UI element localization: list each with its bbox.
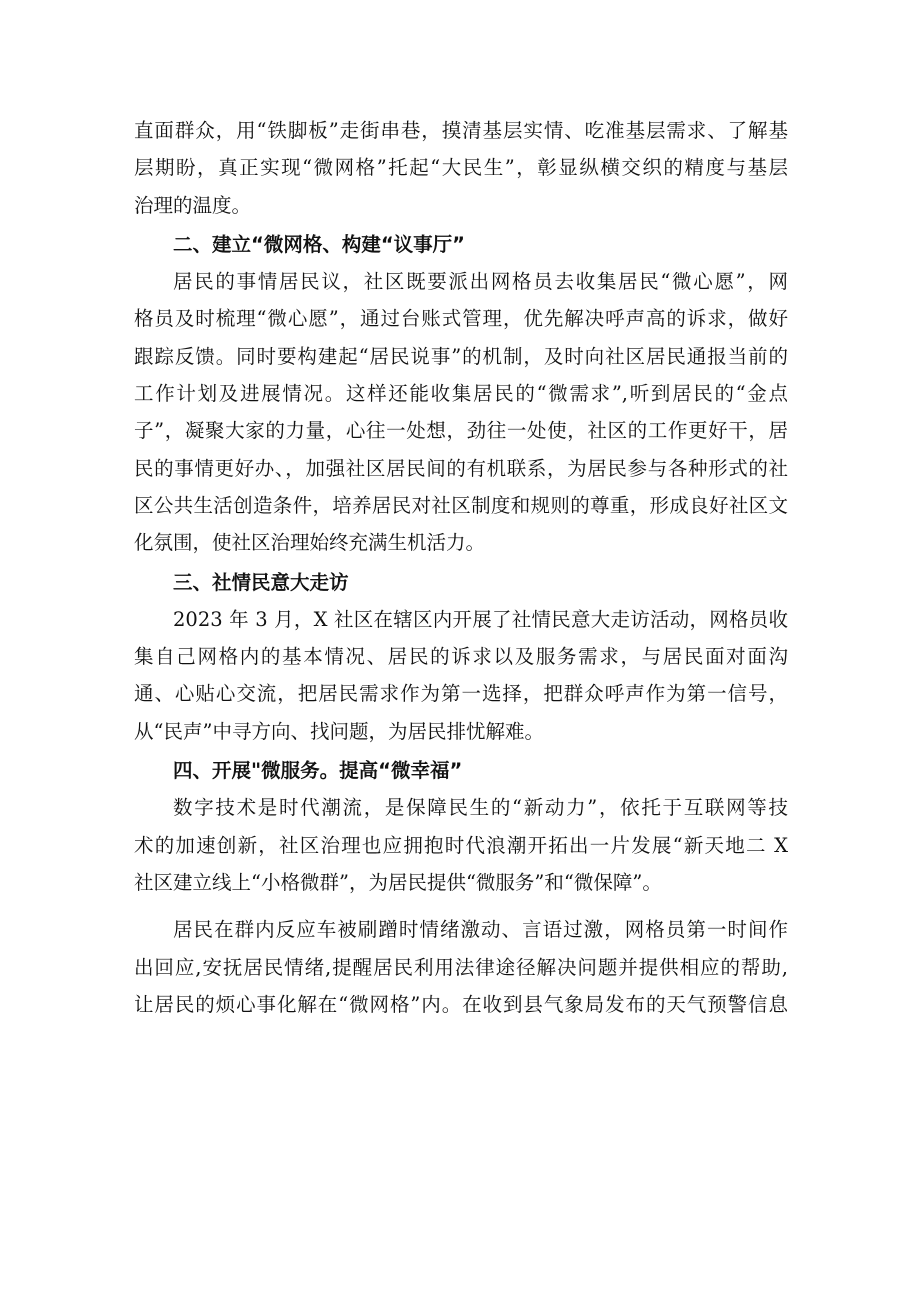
text-line: 居民的事情居民议，社区既要派出网格员去收集居民“微心愿”，网 — [173, 270, 788, 294]
text-line: 区公共生活创造条件，培养居民对社区制度和规则的尊重，形成良好社区文 — [134, 493, 788, 517]
paragraph-1 — [134, 112, 788, 224]
text-line: 社区建立线上“小格微群”，为居民提供“微服务”和“微保障”。 — [134, 870, 662, 894]
text-line: 直面群众，用“铁脚板”走街串巷，摸清基层实情、吃准基层需求、了解基 — [134, 119, 788, 142]
text-line: 术的加速创新，社区治理也应拥抱时代浪潮开拓出一片发展“新天地二 X — [134, 833, 788, 857]
text-line: 治理的温度。 — [134, 193, 252, 217]
text-line: 通、心贴心交流，把居民需求作为第一选择，把群众呼声作为第一信号， — [134, 682, 788, 706]
text-line: 让居民的烦心事化解在“微网格”内。在收到县气象局发布的天气预警信息 — [134, 992, 788, 1016]
heading-text: 四、开展"微服务。提高“微幸福” — [173, 759, 463, 783]
section-heading-4 — [134, 752, 788, 789]
paragraph-2 — [134, 263, 788, 561]
heading-text: 二、建立“微网格、构建“议事厅” — [173, 232, 465, 256]
text-line: 居民在群内反应车被刷蹭时情绪激动、言语过激，网格员第一时间作 — [173, 918, 788, 942]
paragraph-3 — [134, 601, 788, 750]
text-line: 2023 年 3 月，X 社区在辖区内开展了社情民意大走访活动，网格员收 — [173, 607, 788, 631]
text-line: 集自己网格内的基本情况、居民的诉求以及服务需求，与居民面对面沟 — [134, 645, 788, 669]
text-line: 工作计划及进展情况。这样还能收集居民的“微需求”,听到居民的“金点 — [134, 382, 788, 406]
heading-text: 三、社情民意大走访 — [173, 570, 349, 594]
text-line: 从“民声”中寻方向、找问题，为居民排忧解难。 — [134, 719, 544, 743]
section-heading-3 — [134, 564, 788, 601]
section-heading-2 — [134, 226, 788, 263]
text-line: 出回应,安抚居民情绪,提醒居民利用法律途径解决问题并提供相应的帮助, — [134, 955, 788, 979]
text-line: 跟踪反馈。同时要构建起“居民说事”的机制，及时向社区居民通报当前的 — [134, 344, 788, 368]
text-line: 化氛围，使社区治理始终充满生机活力。 — [134, 531, 486, 555]
document-page — [134, 112, 788, 1023]
text-line: 层期盼，真正实现“微网格”托起“大民生”，彰显纵横交织的精度与基层 — [134, 156, 788, 180]
text-line: 数字技术是时代潮流，是保障民生的“新动力”，依托于互联网等技 — [173, 796, 788, 820]
paragraph-5 — [134, 911, 788, 1023]
paragraph-4 — [134, 789, 788, 901]
text-line: 民的事情更好办、，加强社区居民间的有机联系，为居民参与各种形式的社 — [134, 456, 788, 480]
text-line: 子”，凝聚大家的力量，心往一处想，劲往一处使，社区的工作更好干，居 — [134, 419, 788, 443]
text-line: 格员及时梳理“微心愿”，通过台账式管理，优先解决呼声高的诉求，做好 — [134, 307, 788, 331]
